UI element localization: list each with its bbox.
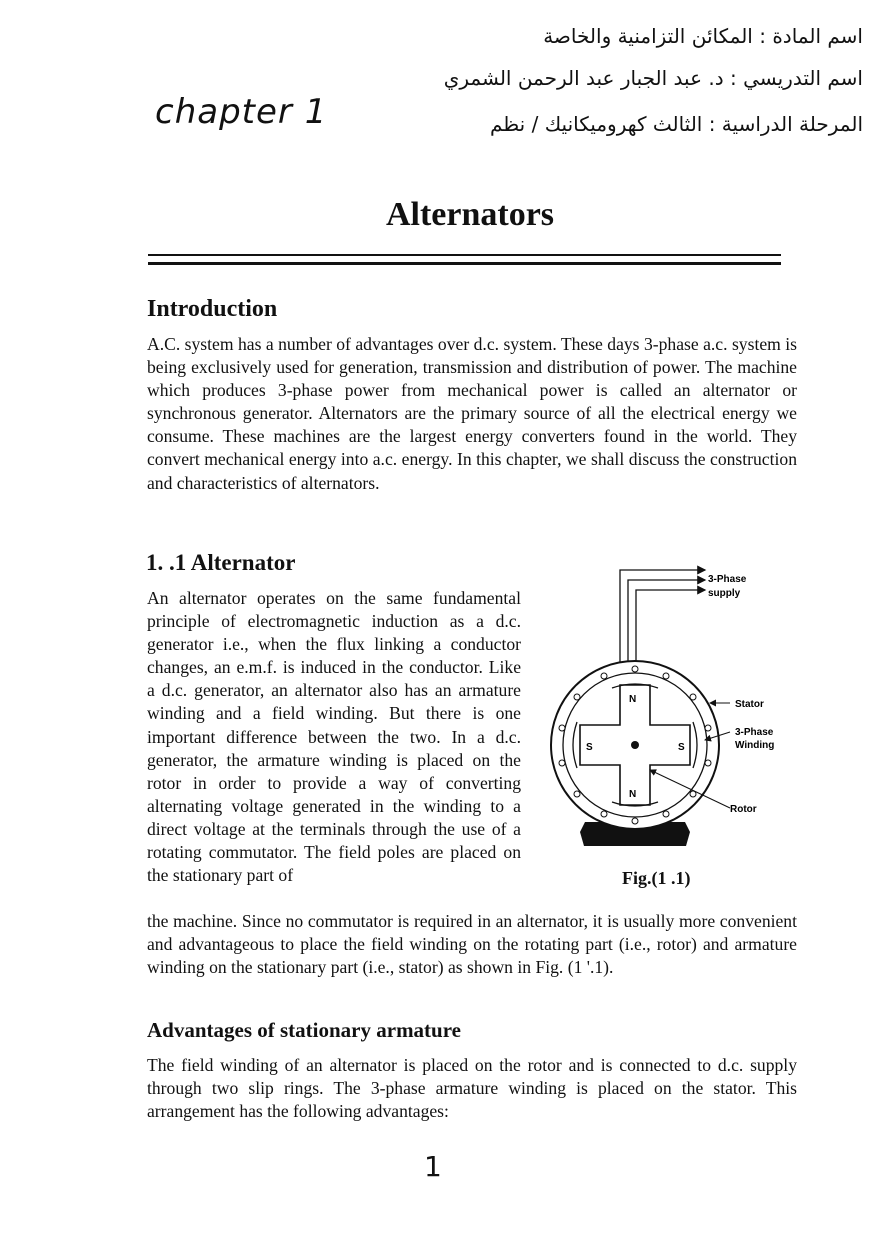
label-3phase-supply-2: supply	[708, 588, 741, 599]
pole-label-north-bottom: N	[629, 789, 637, 800]
alternator-figure	[540, 560, 790, 860]
handwritten-chapter-note: chapter 1	[155, 92, 328, 132]
title-divider	[148, 254, 781, 265]
supply-leads	[620, 570, 705, 668]
machine-base	[580, 832, 690, 846]
alternator-section-heading: 1. .1 Alternator	[146, 550, 296, 575]
alternator-paragraph-part2: the machine. Since no commutator is required in an alternator, it is usually more convenient and advantageous to place the field winding on the rotating part (i.e., rotor) and armature winding on the stationary part (i.e., stator) as shown in Fig. (1 '.1).	[147, 911, 797, 978]
rotor-shaft	[631, 741, 639, 749]
handwritten-lecturer-name: اسم التدريسي : د. عبد الجبار عبد الرحمن الشمري	[443, 66, 863, 90]
figure-caption: Fig.(1 .1)	[622, 868, 691, 888]
label-rotor: Rotor	[730, 804, 757, 815]
advantages-heading: Advantages of stationary armature	[147, 1018, 461, 1042]
handwritten-stage: المرحلة الدراسية : الثالث كهروميكانيك / نظم	[489, 112, 863, 136]
page-number: 1	[424, 1150, 442, 1183]
alternator-paragraph-part1: An alternator operates on the same fundamental principle of electromagnetic induction as a d.c. generator i.e., when the flux linking a conductor changes, an e.m.f. is induced in the conductor. Like a d.c. generator, an alternator also has an armature winding and a field winding. But there is one important difference between the two. In a d.c. generator, the armature winding is placed on the rotor in order to provide a way of converting alternating voltage generated in the winding to a direct voltage at the terminals through the use of a rotating commutator. The field poles are placed on the stationary part of	[147, 588, 521, 886]
handwritten-course-name: اسم المادة : المكائن التزامنية والخاصة	[543, 24, 863, 48]
label-3phase-supply-1: 3-Phase	[708, 574, 747, 585]
pole-label-south-right: S	[678, 742, 685, 753]
label-stator: Stator	[735, 699, 764, 710]
page-title: Alternators	[385, 196, 555, 233]
introduction-paragraph: A.C. system has a number of advantages over d.c. system. These days 3-phase a.c. system is being exclusively used for generation, transmission and distribution of power. The machine which produces 3-phase power from mechanical power is called an alternator or synchronous generator. Alternators are the primary source of all the electrical energy we consume. These machines are the largest energy converters found in the world. They convert mechanical energy into a.c. energy. In this chapter, we shall discuss the construction and characteristics of alternators.	[147, 334, 797, 493]
label-3phase-winding-2: Winding	[735, 740, 775, 751]
introduction-heading: Introduction	[147, 296, 278, 322]
pole-label-north-top: N	[629, 694, 637, 705]
pole-label-south-left: S	[586, 742, 593, 753]
label-3phase-winding-1: 3-Phase	[735, 727, 774, 738]
advantages-paragraph: The field winding of an alternator is placed on the rotor and is connected to d.c. supply through two slip rings. The 3-phase armature winding is placed on the stator. This arrangement has the following advantages:	[147, 1055, 797, 1122]
